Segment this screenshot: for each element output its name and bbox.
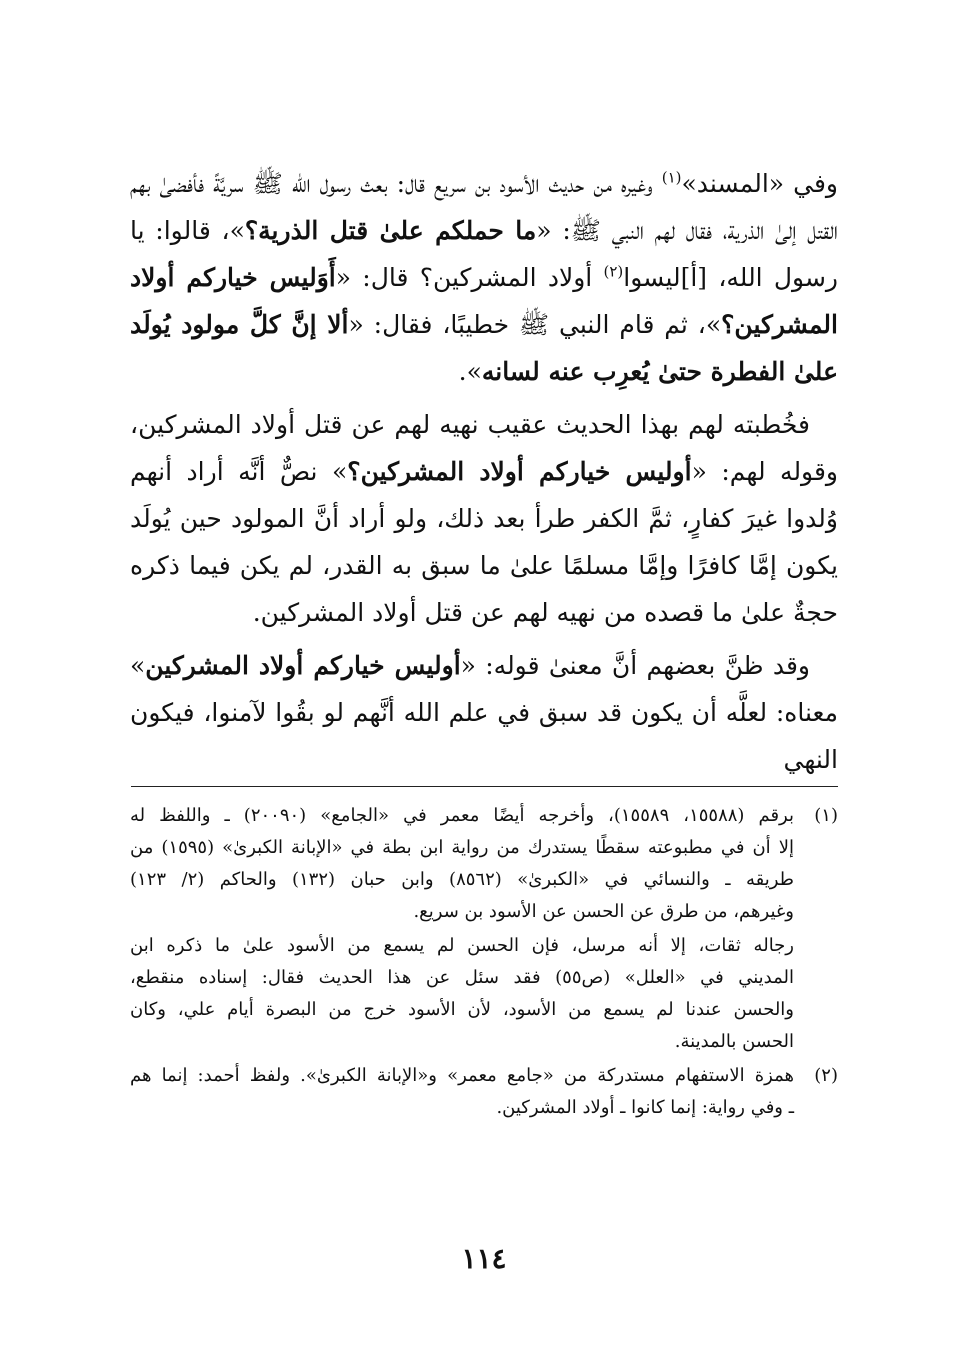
- footnote-2: [130, 1060, 838, 1124]
- footnote-1: [130, 800, 838, 928]
- hadith-quote: ألا إنَّ كلَّ مولود يُولَد علىٰ الفطرة حتىٰ يُعرِب عنه لسانه: [130, 310, 838, 386]
- hadith-quote: أوليس خياركم أولاد المشركين؟: [347, 457, 692, 486]
- footnote-body: [130, 1060, 794, 1124]
- text-run: وقد ظنَّ بعضهم أنَّ معنىٰ قوله: «: [460, 651, 810, 680]
- text-run: وفي «المسند»: [681, 169, 838, 198]
- paragraph-3: [130, 642, 838, 783]
- footnote-ref-1[interactable]: (١): [661, 168, 682, 187]
- hadith-quote: أَوَليس خياركم أولاد المشركين؟: [130, 263, 838, 339]
- footnote-ref-2[interactable]: (٢): [603, 262, 624, 281]
- hadith-quote: ما حملكم علىٰ قتل الذرية؟: [244, 216, 537, 245]
- paragraph-1: [130, 160, 838, 395]
- text-run: »، قالوا: يا رسول الله، [أ]ليسوا: [130, 216, 838, 292]
- footnote-number: (١): [814, 805, 838, 826]
- footnote-number: (٢): [814, 1065, 838, 1086]
- footnote-line: رجاله ثقات، إلا أنه مرسل، فإن الحسن لم يسمع من الأسود علىٰ ما ذكره ابن: [130, 935, 794, 956]
- footnote-line: المديني في «العلل» (ص٥٥) فقد سئل عن هذا الحديث فقال: إسناده منقطع،: [130, 967, 794, 988]
- text-run: فخُطبته لهم بهذا الحديث عقيب نهيه لهم عن قتل أولاد المشركين، وقوله لهم: «: [130, 410, 839, 486]
- paragraph-2: [130, 401, 838, 636]
- page-number: ١١٤: [461, 1242, 507, 1275]
- footnote-line: والحسن عندنا لم يسمع من الأسود، لأن الأسود خرج من البصرة أيام علي، وكان: [130, 999, 794, 1020]
- text-run: »، ثم قام النبي ﷺ خطيبًا، فقال: «: [348, 310, 722, 339]
- text-run: ».: [458, 357, 482, 386]
- text-run: وغيره من حديث الأسود بن سريع قال: بعث رسول الله ﷺ سريَّةً فأفضىٰ بهم القتل إلىٰ الذرية، فقال لهم النبي ﷺ: «: [130, 169, 838, 245]
- footnote-line: الحسن بالمدينة.: [674, 1031, 794, 1052]
- footnotes: [130, 800, 838, 1126]
- footnote-divider: [131, 786, 838, 787]
- footnote-line: ـ وفي رواية: إنما كانوا ـ أولاد المشركين.: [496, 1097, 794, 1118]
- hadith-quote: أوليس خياركم أولاد المشركين: [145, 651, 461, 680]
- text-run: » نصٌّ أنَّه أراد أنهم وُلدوا غيرَ كفارٍ، ثمَّ الكفر طرأ بعد ذلك، ولو أراد أنَّ المولود حين يُولَد يكون إمَّا كافرًا وإمَّا مسلمًا علىٰ ما سبق به القدر، لم يكن فيما ذكره حجةٌ علىٰ ما قصده من نهيه لهم عن قتل أولاد المشركين.: [130, 457, 838, 627]
- text-run: أولاد المشركين؟ قال: «: [335, 263, 604, 292]
- footnote-body: [130, 800, 794, 928]
- footnote-body: [130, 930, 794, 1058]
- footnote-line: برقم (١٥٥٨٨، ١٥٥٨٩)، وأخرجه أيضًا معمر في «الجامع» (٢٠٠٩٠) ـ واللفظ له: [130, 805, 794, 826]
- footnote-line: إلا أن في مطبوعته سقطًا يستدرك من رواية ابن بطة في «الإبانة الكبرىٰ» (١٥٩٥) من: [130, 837, 794, 858]
- footnote-number-spacer: [794, 930, 838, 1058]
- footnote-line: همزة الاستفهام مستدركة من «جامع معمر» و«الإبانة الكبرىٰ». ولفظ أحمد: إنما هم: [130, 1065, 794, 1086]
- footnote-1-continuation: [130, 930, 838, 1058]
- book-page: [130, 160, 838, 1320]
- text-run: » معناه: لعلَّه أن يكون قد سبق في علم الله أنَّهم لو بقُوا لآمنوا، فيكون النهي: [130, 651, 838, 774]
- footnote-line: وغيرهم، من طرق عن الحسن عن الأسود بن سريع.: [413, 901, 794, 922]
- main-text: [130, 160, 838, 783]
- footnote-line: طريقه ـ والنسائي في «الكبرىٰ» (٨٥٦٢) وابن حبان (١٣٢) والحاكم (٢/ ١٢٣): [130, 869, 794, 890]
